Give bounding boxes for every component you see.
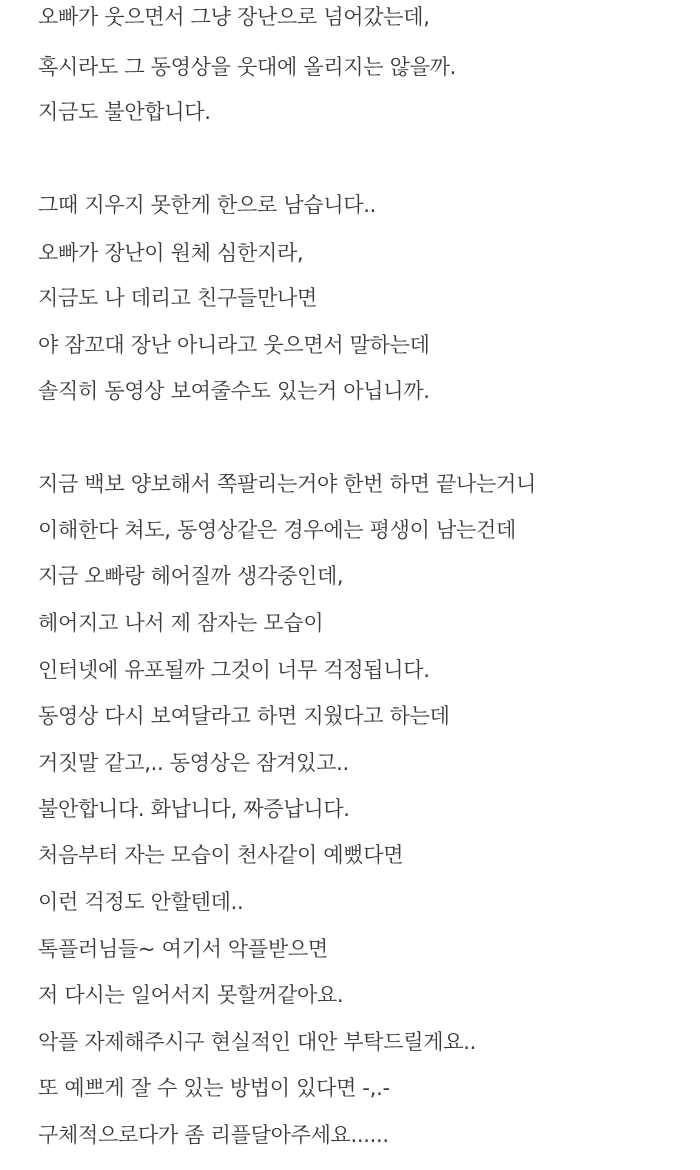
post-line: 동영상 다시 보여달라고 하면 지웠다고 하는데 <box>38 704 450 728</box>
post-line: 이해한다 쳐도, 동영상같은 경우에는 평생이 남는건데 <box>38 518 516 542</box>
post-line: 악플 자제해주시구 현실적인 대안 부탁드릴게요.. <box>38 1030 476 1054</box>
post-line: 솔직히 동영상 보여줄수도 있는거 아닙니까. <box>38 379 430 403</box>
post-line: 또 예쁘게 잘 수 있는 방법이 있다면 -,.- <box>38 1076 390 1100</box>
post-line: 구체적으로다가 좀 리플달아주세요...... <box>38 1123 389 1147</box>
post-line: 처음부터 자는 모습이 천사같이 예뻤다면 <box>38 843 404 867</box>
post-line: 인터넷에 유포될까 그것이 너무 걱정됩니다. <box>38 658 430 682</box>
post-line: 지금 오빠랑 헤어질까 생각중인데, <box>38 564 344 588</box>
post-line: 이런 걱정도 안할텐데.. <box>38 890 244 914</box>
post-line: 헤어지고 나서 제 잠자는 모습이 <box>38 611 324 635</box>
post-line: 그때 지우지 못한게 한으로 남습니다.. <box>38 193 377 217</box>
post-line: 지금 백보 양보해서 쪽팔리는거야 한번 하면 끝나는거니 <box>38 472 536 496</box>
post-line: 지금도 불안합니다. <box>38 100 211 124</box>
post-line: 혹시라도 그 동영상을 웃대에 올리지는 않을까. <box>38 55 456 79</box>
post-line: 지금도 나 데리고 친구들만나면 <box>38 286 317 310</box>
post-line: 오빠가 장난이 원체 심한지라, <box>38 241 304 265</box>
post-line: 야 잠꼬대 장난 아니라고 웃으면서 말하는데 <box>38 333 430 357</box>
post-line: 거짓말 같고,.. 동영상은 잠겨있고.. <box>38 751 349 775</box>
post-line: 오빠가 웃으면서 그냥 장난으로 넘어갔는데, <box>38 5 430 29</box>
post-line: 불안합니다. 화납니다, 짜증납니다. <box>38 797 350 821</box>
post-line: 저 다시는 일어서지 못할꺼같아요. <box>38 983 344 1007</box>
post-line: 톡플러님들~ 여기서 악플받으면 <box>38 937 328 961</box>
